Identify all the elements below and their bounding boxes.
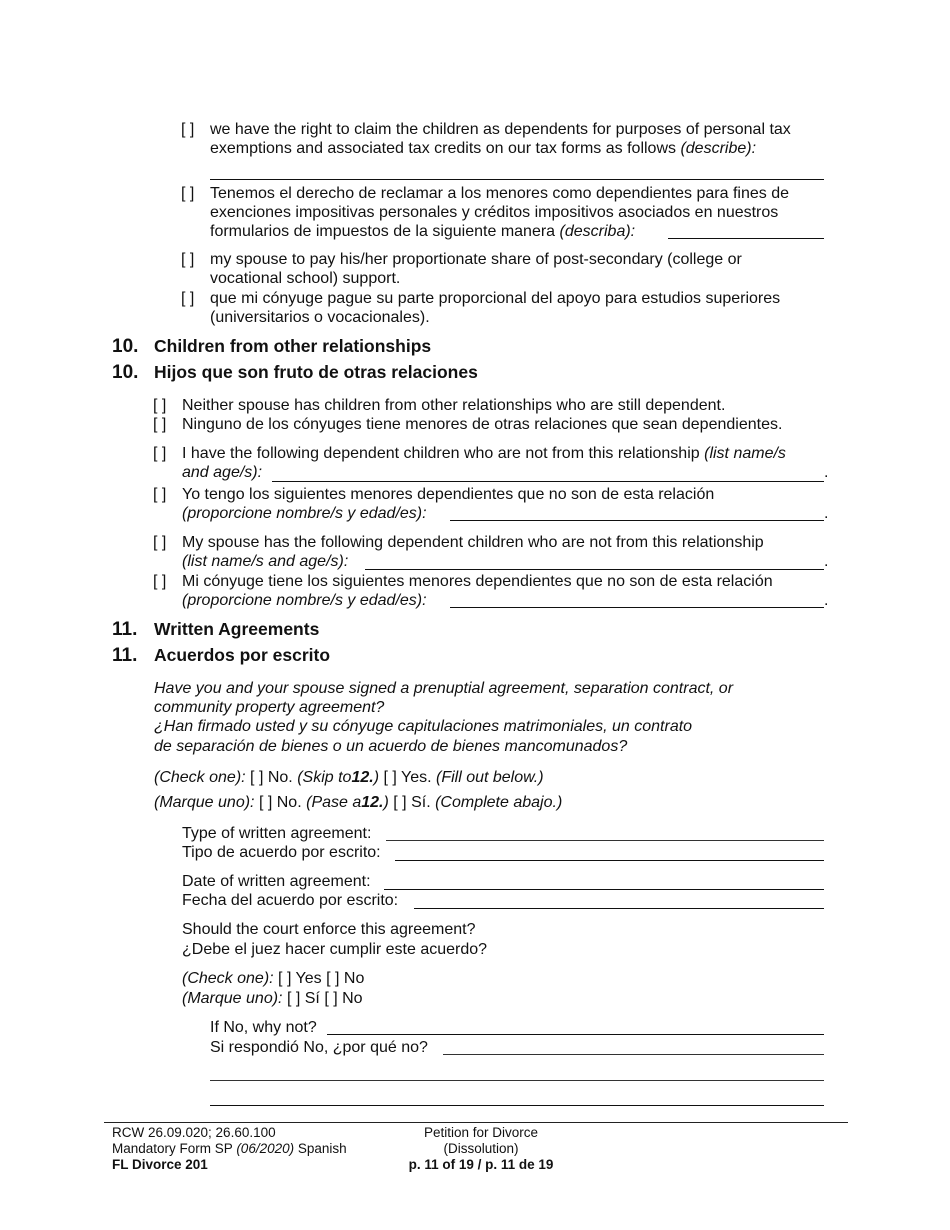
agreement-type-es-input-line[interactable] [395,860,824,861]
why-not-input-line[interactable] [327,1034,824,1035]
footer-left [112,1125,347,1173]
footer-center [381,1125,581,1173]
why-not-es-input-line[interactable] [443,1054,824,1055]
checkbox[interactable]: [ ] [153,445,167,462]
check-one-es: (Marque uno): [ ] No. (Pase a12.) [ ] Sí. (Complete abajo.) [154,794,563,811]
agreement-date-label-es: Fecha del acuerdo por escrito: [182,892,399,909]
checkbox[interactable]: [ ] [181,121,195,138]
extra-input-line[interactable] [210,1080,824,1081]
footer-page-number: p. 11 of 19 / p. 11 de 19 [408,1157,554,1172]
footer-divider [104,1122,848,1123]
checkbox[interactable]: [ ] [153,486,167,503]
checkbox[interactable]: [ ] [153,573,167,590]
footer-form-id: FL Divorce 201 [112,1157,208,1172]
describe-input-line[interactable] [668,238,824,239]
check-one-en: (Check one): [ ] No. (Skip to12.) [ ] Yes. (Fill out below.) [154,769,544,786]
checkbox[interactable]: [ ] [153,416,167,433]
agreement-type-input-line[interactable] [386,840,824,841]
checkbox-yes[interactable]: [ ] [383,769,397,786]
enforce-question-es: ¿Debe el juez hacer cumplir este acuerdo? [182,941,488,958]
checkbox[interactable]: [ ] [153,397,167,414]
agreement-date-label-en: Date of written agreement: [182,873,371,890]
spouse-children-es-input-line[interactable] [450,607,824,608]
footer-doc-title: Petition for Divorce [423,1125,539,1140]
checkbox-yes[interactable]: [ ] [278,970,292,987]
checkbox-yes[interactable]: [ ] [393,794,407,811]
field-label: (list name/s and age/s): [182,553,349,570]
enforce-question-en: Should the court enforce this agreement? [182,921,476,938]
period: . [824,553,829,570]
agreement-question-es-2: de separación de bienes o un acuerdo de bienes mancomunados? [154,738,628,755]
agreement-question-es-1: ¿Han firmado usted y su cónyuge capitulaciones matrimoniales, un contrato [154,718,693,735]
period: . [824,592,829,609]
checkbox[interactable]: [ ] [181,251,195,268]
enforce-check-en: (Check one): [ ] Yes [ ] No [182,970,365,987]
checkbox[interactable]: [ ] [181,290,195,307]
my-children-es-input-line[interactable] [450,520,824,521]
neither-spouse-text-es: Ninguno de los cónyuges tiene menores de otras relaciones que sean dependientes. [182,416,783,433]
field-label: (proporcione nombre/s y edad/es): [182,592,427,609]
my-children-input-line[interactable] [272,481,824,482]
enforce-check-es: (Marque uno): [ ] Sí [ ] No [182,990,363,1007]
spouse-children-text-es: Mi cónyuge tiene los siguientes menores dependientes que no son de esta relación [182,573,773,590]
describe-input-line[interactable] [210,179,824,180]
period: . [824,505,829,522]
option-text: que mi cónyuge pague su parte proporcional del apoyo para estudios superiores (universitarios o vocacionales). [210,290,781,326]
checkbox-no[interactable]: [ ] [326,970,340,987]
option-text: Tenemos el derecho de reclamar a los menores como dependientes para fines de exenciones impositivas personales y créditos impositivos asociados en nuestros formularios de impuestos de la siguiente manera (describa): [210,185,789,240]
checkbox[interactable]: [ ] [153,534,167,551]
agreement-type-label-en: Type of written agreement: [182,825,372,842]
why-not-label-es: Si respondió No, ¿por qué no? [210,1039,428,1056]
why-not-label-en: If No, why not? [210,1019,317,1036]
field-label: (proporcione nombre/s y edad/es): [182,505,427,522]
checkbox-no[interactable]: [ ] [258,794,273,811]
agreement-type-label-es: Tipo de acuerdo por escrito: [182,844,381,861]
extra-input-line[interactable] [210,1105,824,1106]
agreement-question-en: Have you and your spouse signed a prenuptial agreement, separation contract, or community property agreement? [154,680,734,716]
spouse-children-text-en: My spouse has the following dependent children who are not from this relationship [182,534,764,551]
checkbox-no[interactable]: [ ] [250,769,264,786]
neither-spouse-text-en: Neither spouse has children from other relationships who are still dependent. [182,397,726,414]
field-label: and age/s): [182,464,263,481]
my-children-text-es: Yo tengo los siguientes menores dependientes que no son de esta relación [182,486,715,503]
spouse-children-input-line[interactable] [365,569,824,570]
option-text: we have the right to claim the children as dependents for purposes of personal tax exemptions and associated tax credits on our tax forms as follows (describe): [210,121,791,157]
checkbox[interactable]: [ ] [181,185,195,202]
footer-form: Mandatory Form SP (06/2020) Spanish [112,1141,347,1156]
footer-doc-subtitle: (Dissolution) [443,1141,519,1156]
footer-rcw: RCW 26.09.020; 26.60.100 [112,1125,276,1140]
agreement-date-es-input-line[interactable] [414,908,824,909]
my-children-text-en: I have the following dependent children who are not from this relationship (list name/s [182,445,786,462]
period: . [824,464,829,481]
option-text: my spouse to pay his/her proportionate share of post-secondary (college or vocational school) support. [210,251,742,287]
checkbox-yes[interactable]: [ ] [286,990,301,1007]
checkbox-no[interactable]: [ ] [324,990,338,1007]
agreement-date-input-line[interactable] [384,889,824,890]
